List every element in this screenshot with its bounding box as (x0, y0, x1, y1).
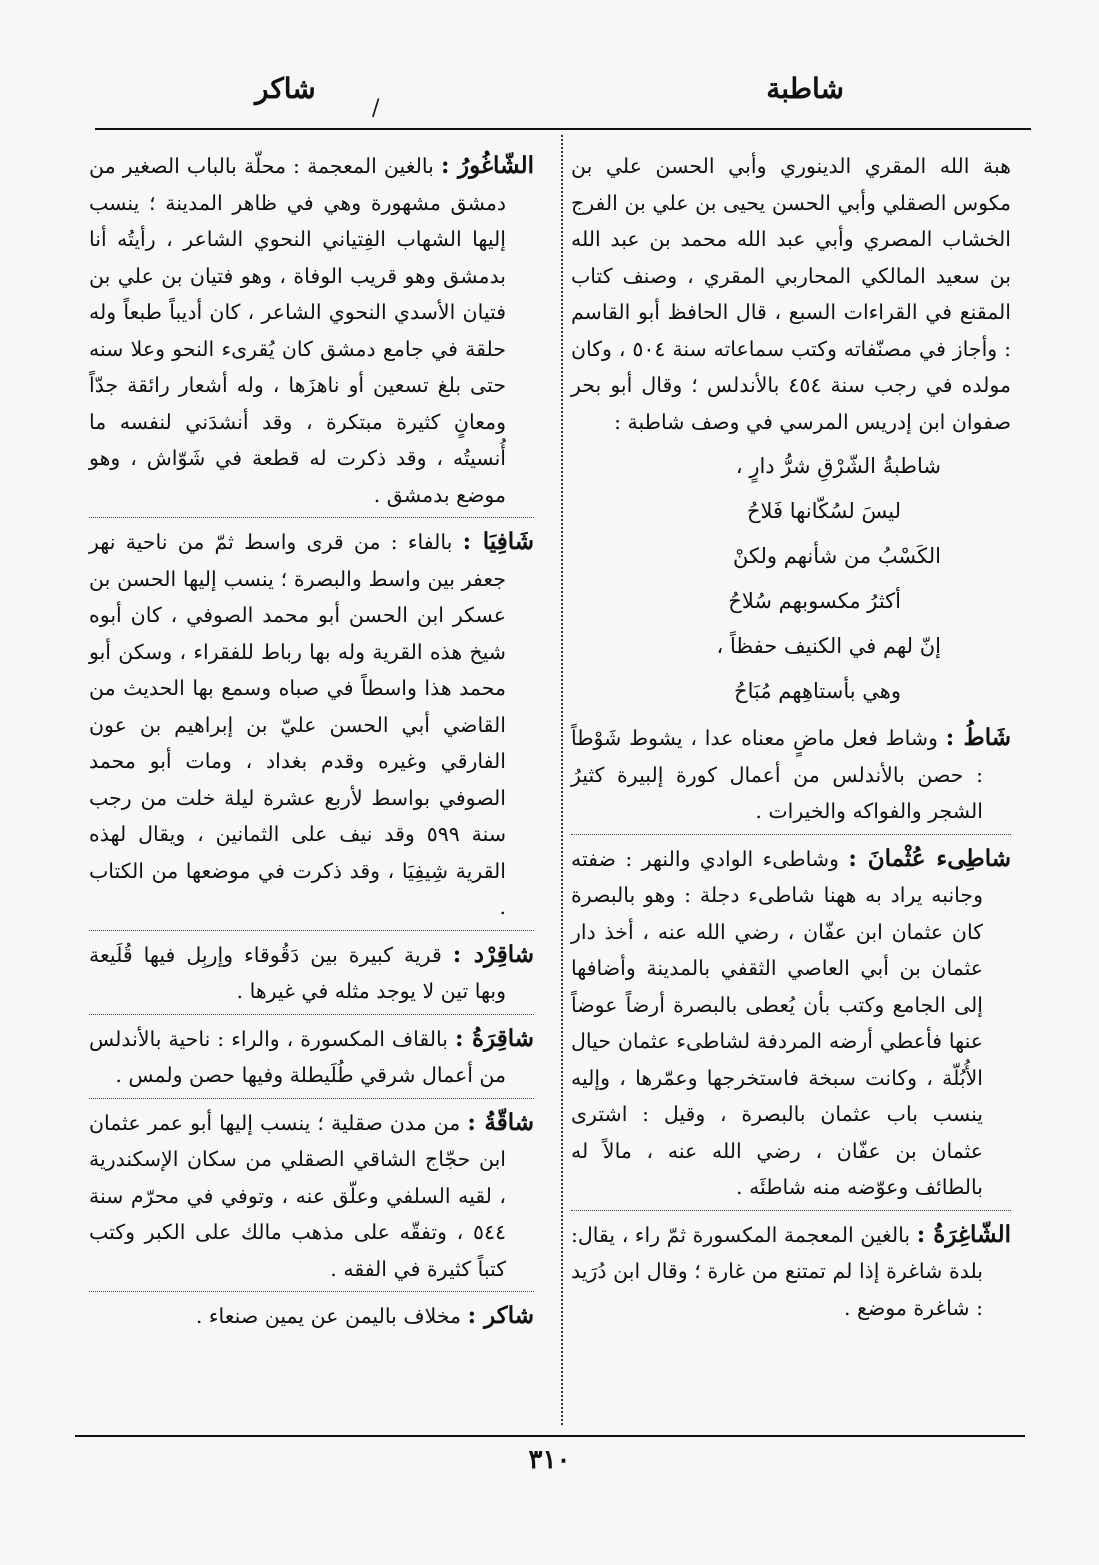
entry-headword: شاقّةُ : (467, 1108, 534, 1136)
bottom-rule (75, 1435, 1025, 1437)
dictionary-entry (89, 524, 534, 931)
dictionary-entry (571, 841, 1011, 1211)
entry-headword: شَافِيَا : (462, 528, 534, 555)
top-rule (95, 128, 1031, 130)
continuation-paragraph: هبة الله المقري الدينوري وأبي الحسن علي بن مكوس الصقلي وأبي الحسن يحيى بن علي بن الفرج الخشاب المصري وأبي عبد الله محمد بن عبد الله بن سعيد المالكي المحاربي المقري ، وصنف كتاب المقنع في القراءات السبع ، قال الحافظ أبو القاسم : وأجاز في مصنّفاته وكتب سماعاته سنة ٥٠٤ ، وكان مولده في رجب سنة ٤٥٤ بالأندلس ؛ وقال أبو بحر صفوان ابن إدريس المرسي في وصف شاطبة : (571, 154, 1012, 434)
left-column (89, 148, 534, 1341)
dictionary-entry (89, 1021, 534, 1099)
dictionary-entry (89, 1298, 534, 1339)
header-mark: / (372, 96, 380, 121)
entry-text: وشاطىء الوادي والنهر : ضفته وجانبه يراد به ههنا شاطىء دجلة : وهو بالبصرة كان عثمان ابن عفّان ، رضي الله عنه ، أخذ دار عثمان بن أبي العاصي الثقفي بالمدينة وأضافها إلى الجامع وكتب بأن يُعطى بالبصرة أرضاً عوضاً عنها فأعطي أرضه المردفة لشاطىء عثمان حيال الأُبُلّة ، وكانت سبخة فاستخرجها وعمّرها ، وإليه ينسب باب عثمان بالبصرة ، وقيل : اشترى عثمان بن عفّان ، رضي الله عنه ، مالاً له بالطائف وعوّضه منه شاطئَه . (571, 846, 983, 1199)
entry-headword: شاقِرْد : (452, 940, 534, 968)
dictionary-entry (89, 1105, 534, 1293)
entry-text: بالقاف المكسورة ، والراء : ناحية بالأندلس من أعمال شرقي طُلَيطلة وفيها حصن ولمس . (89, 1026, 506, 1087)
entry-headword: شاقِرَةُ : (454, 1024, 534, 1052)
column-separator (561, 135, 563, 1425)
page-number: ٣١٠ (528, 1445, 571, 1475)
entry-headword: شَاطُ : (945, 724, 1011, 751)
entry-text: مخلاف باليمن عن يمين صنعاء . (195, 1304, 462, 1328)
entry-headword: الشّاغِرَةُ : (916, 1220, 1011, 1248)
entry-text: من مدن صقلية ؛ ينسب إليها أبو عمر عثمان ابن حجّاج الشاقي الصقلي من سكان الإسكندرية ، لقيه السلفي وعلّق عنه ، وتوفي في محرّم سنة ٥٤٤ ، وتفقّه على مذهب مالك على الكبر وكتب كتباً كثيرة في الفقه . (89, 1110, 506, 1281)
dictionary-entry (571, 720, 1011, 835)
running-header-right: شاطبة (766, 72, 844, 105)
entry-text: قرية كبيرة بين دَقُوقاء وإربِل فيها قُلَيعة وبها تين لا يوجد مثله في غيرها . (89, 942, 506, 1003)
dictionary-entry (89, 937, 534, 1015)
entry-headword: الشّاغُورُ : (440, 152, 534, 179)
verse-line: إنّ لهم في الكنيف حفظاً ، (716, 634, 941, 658)
running-header-left: شاكر (255, 72, 316, 105)
poem (571, 444, 1011, 714)
dictionary-entry (89, 148, 534, 518)
entry-text: بالفاء : من قرى واسط ثمّ من ناحية نهر جعفر بين واسط والبصرة ؛ ينسب إليها الحسن بن عسكر ابن الحسن أبو محمد الصوفي ، كان أبوه شيخ هذه القرية وله بها رباط للفقراء ، وسكن أبو محمد هذا واسطاً في صباه وسمع بها الحديث من القاضي أبي الحسن عليّ بن إبراهيم بن عون الفارقي وغيره وقدم بغداد ، ومات أبو محمد الصوفي بواسط لأربع عشرة ليلة خلت من رجب سنة ٥٩٩ وقد نيف على الثمانين ، ويقال لهذه القرية شِيفِيَا ، وقد ذكرت في موضعها من الكتاب . (89, 530, 506, 919)
entry-text: وشاط فعل ماضٍ معناه عدا ، يشوط شَوْطاً : حصن بالأندلس من أعمال كورة إلبيرة كثيرُ الشجر والفواكه والخيرات . (571, 726, 983, 823)
dictionary-entry (571, 1217, 1011, 1331)
right-column (571, 148, 1011, 1332)
verse-line: وهي بأستاهِهم مُبَاحُ (734, 679, 901, 703)
entry-text: بالغين المعجمة : محلّة بالباب الصغير من دمشق مشهورة وهي في ظاهر المدينة ؛ ينسب إليها الشهاب الفِتياني النحوي الشاعر ، رأيتُه أنا بدمشق وهو قريب الوفاة ، وهو فتيان بن علي بن فتيان الأسدي النحوي الشاعر ، كان أديباً طبعاً وله حلقة في جامع دمشق كان يُقرىء النحو وعلا سنه حتى بلغ تسعين أو ناهزَها ، وله أشعار رائقة جدّاً ومعانٍ كثيرة مبتكرة ، وقد أنشدَني لنفسه ما أُنسيتُه ، وقد ذكرت له قطعة في شَوّاش ، وهو موضع بدمشق . (89, 154, 506, 507)
verse-line: شاطبةُ الشّرْقِ شرُّ دارٍ ، (735, 454, 941, 478)
entry-headword: شاكر : (467, 1302, 534, 1329)
verse-line: ليسَ لسُكّانها فَلاحُ (746, 499, 901, 523)
entry-text: بالغين المعجمة المكسورة ثمّ راء ، يقال: بلدة شاغرة إذا لم تمتنع من غارة ؛ وقال ابن دُرَيد : شاغرة موضع . (571, 1222, 983, 1320)
verse-line: أكثرُ مكسوبهم سُلاحُ (728, 589, 901, 613)
entry-headword: شاطِىء عُثْمانَ : (848, 844, 1011, 872)
verse-line: الكَسْبُ من شأنهم ولكنْ (732, 544, 941, 568)
